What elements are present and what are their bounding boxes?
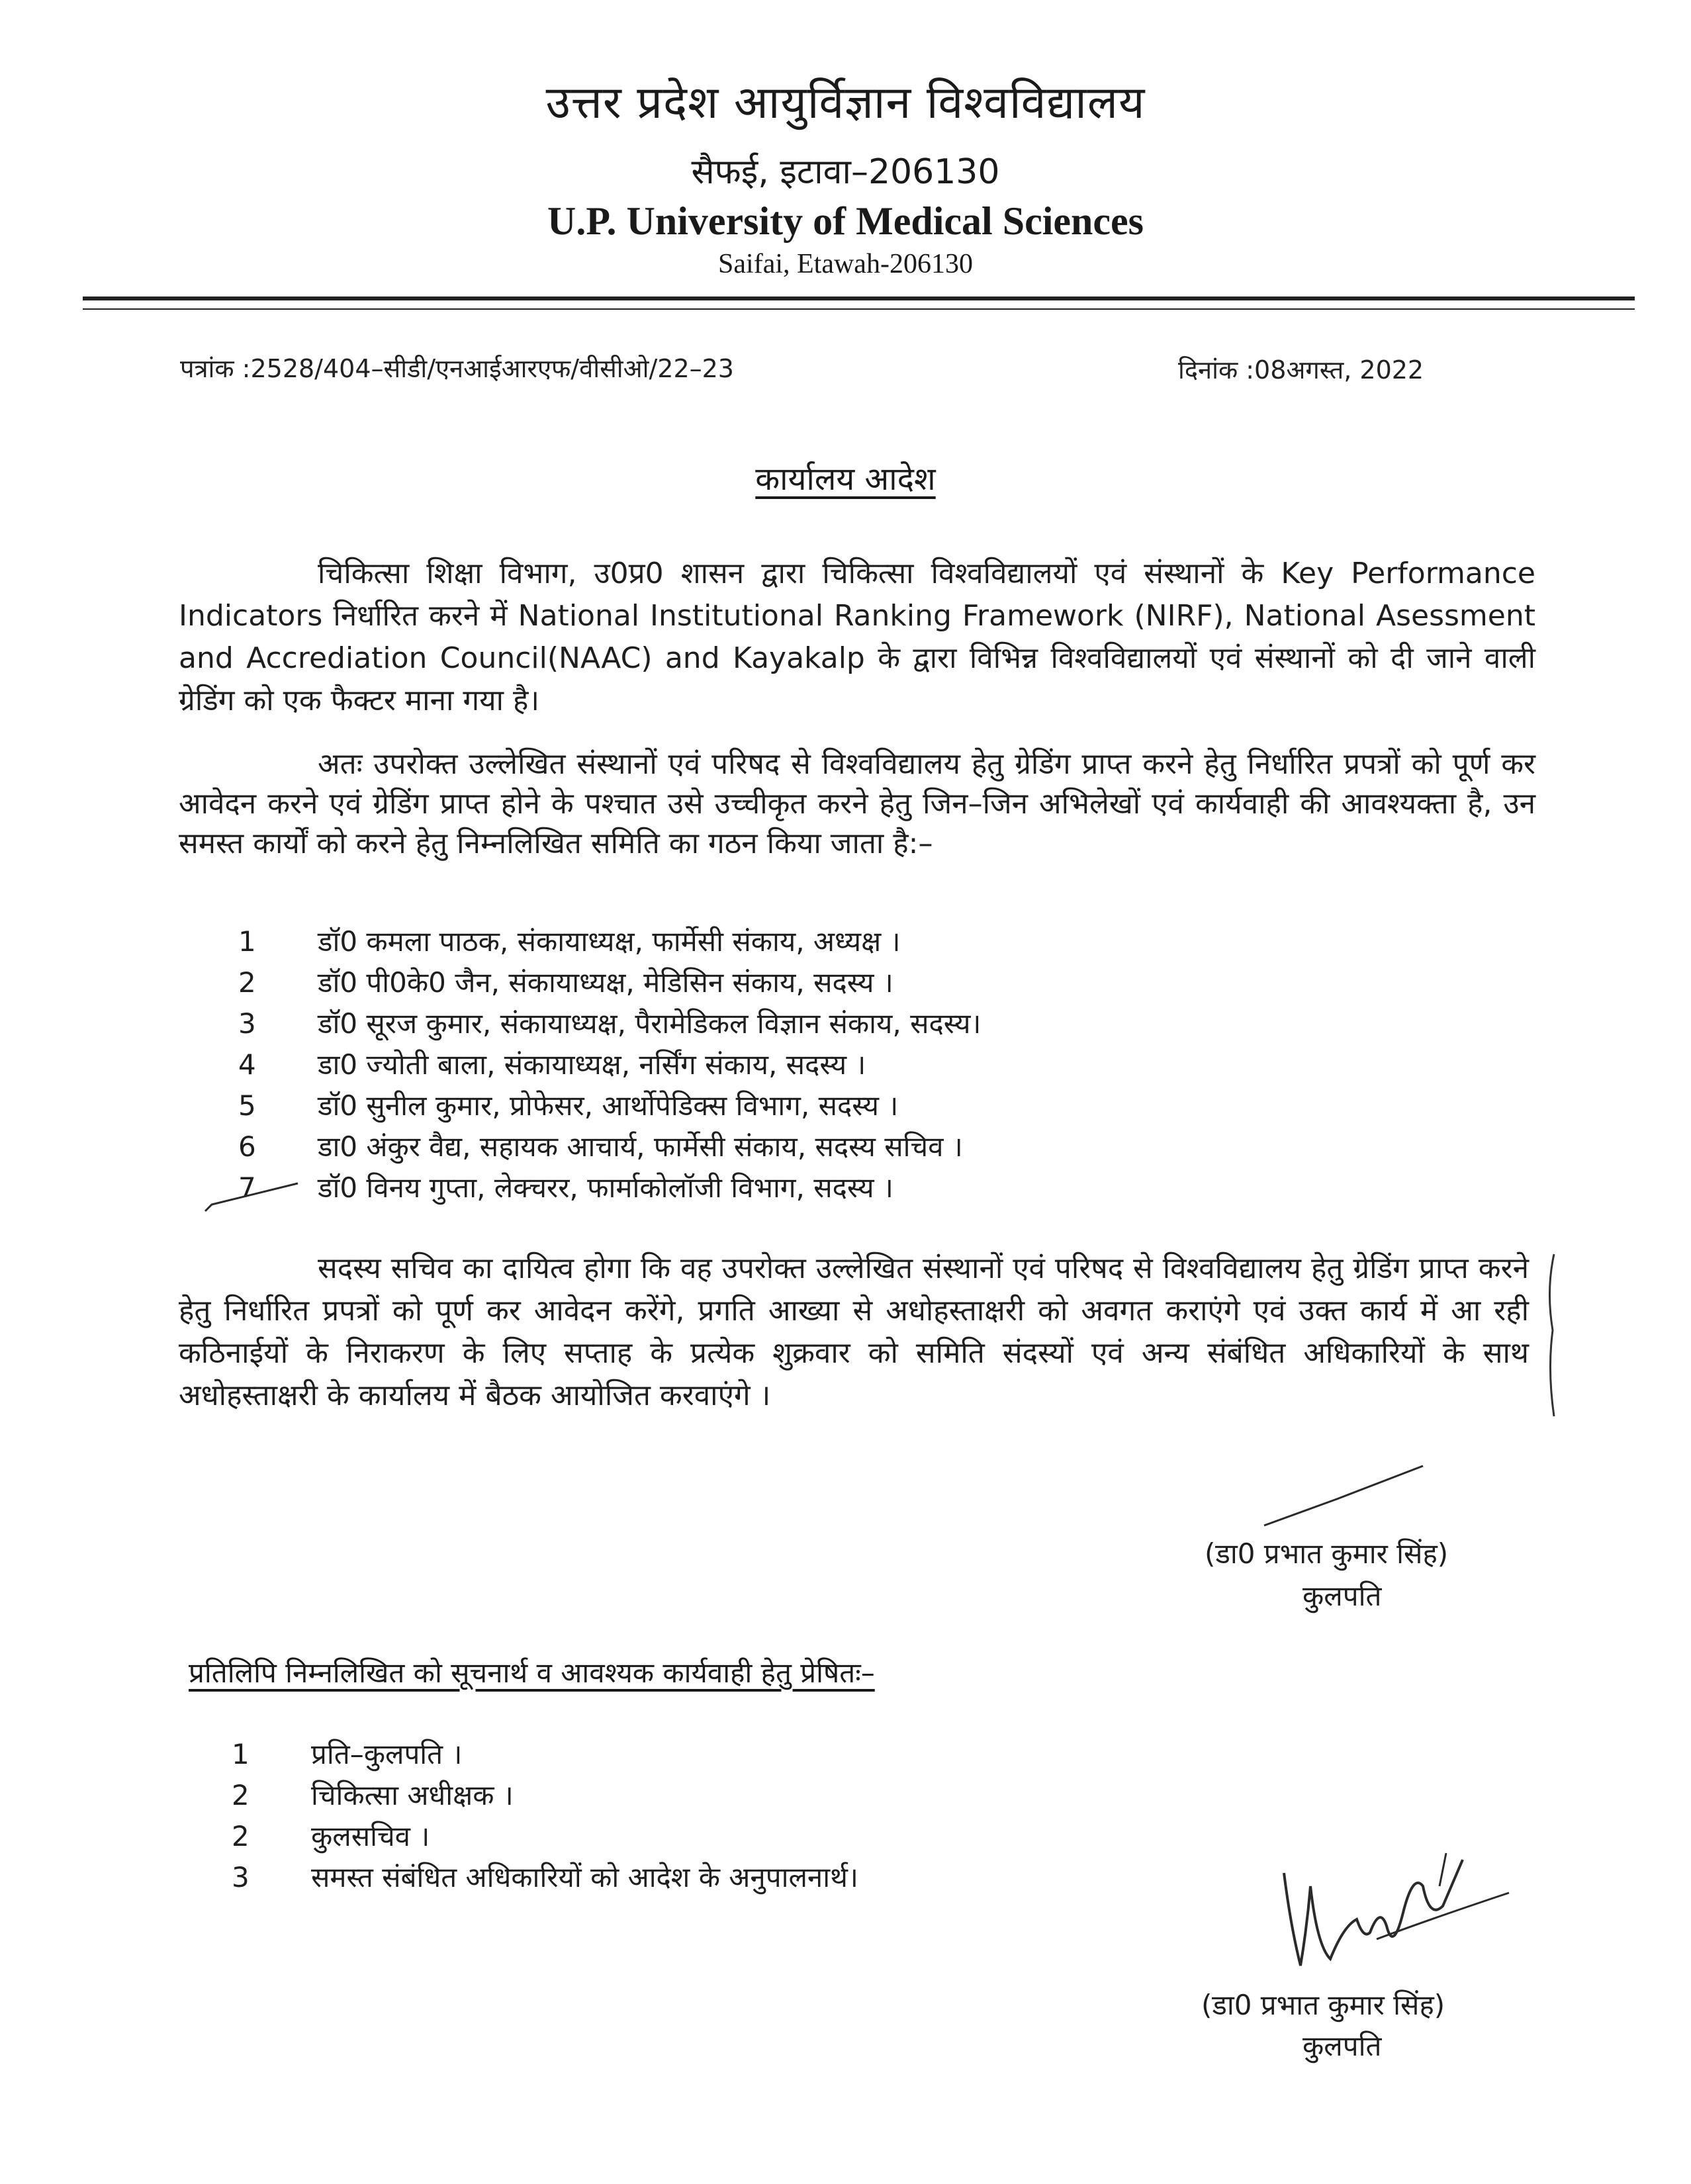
list-item-text: कुलसचिव । bbox=[311, 1820, 430, 1852]
list-item bbox=[232, 1775, 1291, 1816]
list-item-number: 7 bbox=[238, 1171, 256, 1204]
header-rule-thin bbox=[83, 308, 1635, 310]
tick-mark bbox=[199, 1178, 304, 1218]
handwritten-signature bbox=[1271, 1846, 1522, 1992]
list-item-text: डॉ0 सुनील कुमार, प्रोफेसर, आर्थोपेडिक्स विभाग, सदस्य । bbox=[318, 1089, 899, 1122]
list-item-number: 2 bbox=[232, 1779, 250, 1811]
university-address-english: Saifai, Etawah-206130 bbox=[718, 249, 973, 279]
signatory-name: (डा0 प्रभात कुमार सिंह) bbox=[1205, 1537, 1449, 1570]
initial-stroke bbox=[1257, 1463, 1430, 1535]
list-item-number: 5 bbox=[238, 1089, 256, 1122]
list-item-number: 3 bbox=[238, 1007, 256, 1040]
university-name-hindi: उत्तर प्रदेश आयुर्विज्ञान विश्वविद्यालय bbox=[545, 77, 1146, 129]
university-name-english: U.P. University of Medical Sciences bbox=[547, 199, 1144, 243]
list-item-text: डॉ0 सूरज कुमार, संकायाध्यक्ष, पैरामेडिकल विज्ञान संकाय, सदस्य। bbox=[318, 1007, 982, 1040]
list-item-text: चिकित्सा अधीक्षक । bbox=[311, 1779, 514, 1811]
list-item-number: 1 bbox=[232, 1738, 250, 1770]
paragraph-member-secretary-duty: सदस्य सचिव का दायित्व होगा कि वह उपरोक्त उल्लेखित संस्थानों एवं परिषद से विश्वविद्यालय हेतु ग्रेडिंग प्राप्त करने हेतु निर्धारित प्रपत्रों को पूर्ण कर आवेदन करेंगे, प्रगति आख्या से अधोहस्ताक्षरी को अवगत कराएंगे एवं उक्त कार्य में आ रही कठिनाईयों के निराकरण के लिए सप्ताह के प्रत्येक शुक्रवार को समिति संदस्यों एवं अन्य संबंधित अधिकारियों के साथ अधोहस्ताक्षरी के कार्यालय में बैठक आयोजित करवाएंगे । bbox=[179, 1251, 1529, 1412]
list-item bbox=[238, 1044, 1496, 1085]
list-item-number: 2 bbox=[232, 1820, 250, 1852]
paragraph-intro: चिकित्सा शिक्षा विभाग, उ0प्र0 शासन द्वारा चिकित्सा विश्वविद्यालयों एवं संस्थानों के Key Performance Indicators निर्धारित करने में National Institutional Ranking Framework (NIRF), National Asessment and Accrediation Council(NAAC) and Kayakalp के द्वारा विभिन्न विश्वविद्यालयों एवं संस्थानों को दी जाने वाली ग्रेडिंग को एक फैक्टर माना गया है। bbox=[179, 557, 1535, 717]
list-item-number: 2 bbox=[238, 966, 256, 999]
list-item-number: 6 bbox=[238, 1130, 256, 1163]
signatory-designation: कुलपति bbox=[1303, 1580, 1382, 1612]
list-item bbox=[238, 962, 1496, 1003]
list-item bbox=[232, 1734, 1291, 1775]
list-item bbox=[238, 1167, 1496, 1208]
signatory-designation: कुलपति bbox=[1303, 2030, 1382, 2062]
letter-date: दिनांक :08अगस्त, 2022 bbox=[1178, 355, 1424, 385]
list-item-number: 4 bbox=[238, 1048, 256, 1081]
copy-to-list bbox=[232, 1734, 1291, 1898]
list-item bbox=[232, 1816, 1291, 1857]
list-item bbox=[238, 921, 1496, 962]
copy-to-heading: प्रतिलिपि निम्नलिखित को सूचनार्थ व आवश्यक कार्यवाही हेतु प्रेषितः– bbox=[189, 1657, 875, 1689]
committee-list bbox=[238, 921, 1496, 1208]
list-item-text: डा0 अंकुर वैद्य, सहायक आचार्य, फार्मेसी संकाय, सदस्य सचिव । bbox=[318, 1130, 963, 1163]
margin-bracket-mark bbox=[1542, 1251, 1562, 1423]
list-item-text: डॉ0 पी0के0 जैन, संकायाध्यक्ष, मेडिसिन संकाय, सदस्य । bbox=[318, 966, 893, 999]
order-title: कार्यालय आदेश bbox=[755, 461, 936, 498]
signatory-name: (डा0 प्रभात कुमार सिंह) bbox=[1201, 1989, 1445, 2021]
letter-number: पत्रांक :2528/404–सीडी/एनआईआरएफ/वीसीओ/22–23 bbox=[180, 354, 734, 383]
list-item-text: समस्त संबंधित अधिकारियों को आदेश के अनुपालनार्थ। bbox=[311, 1861, 858, 1893]
list-item-number: 1 bbox=[238, 925, 256, 958]
list-item-text: डा0 ज्योती बाला, संकायाध्यक्ष, नर्सिंग संकाय, सदस्य । bbox=[318, 1048, 866, 1081]
list-item bbox=[238, 1126, 1496, 1167]
list-item-text: प्रति–कुलपति । bbox=[311, 1738, 463, 1770]
header-rule-thick bbox=[83, 296, 1635, 300]
list-item bbox=[238, 1085, 1496, 1126]
list-item bbox=[232, 1857, 1291, 1898]
list-item-text: डॉ0 कमला पाठक, संकायाध्यक्ष, फार्मेसी संकाय, अध्यक्ष । bbox=[318, 925, 901, 958]
paragraph-committee-formation: अतः उपरोक्त उल्लेखित संस्थानों एवं परिषद से विश्वविद्यालय हेतु ग्रेडिंग प्राप्त करने हेतु निर्धारित प्रपत्रों को पूर्ण कर आवेदन करने एवं ग्रेडिंग प्राप्त होने के पश्चात उसे उच्चीकृत करने हेतु जिन–जिन अभिलेखों एवं कार्यवाही की आवश्यक्ता है, उन समस्त कार्यों को करने हेतु निम्नलिखित समिति का गठन किया जाता है:– bbox=[179, 747, 1535, 860]
list-item bbox=[238, 1003, 1496, 1044]
list-item-text: डॉ0 विनय गुप्ता, लेक्चरर, फार्माकोलॉजी विभाग, सदस्य । bbox=[318, 1171, 893, 1204]
university-address-hindi: सैफई, इटावा–206130 bbox=[691, 152, 1000, 192]
list-item-number: 3 bbox=[232, 1861, 250, 1893]
